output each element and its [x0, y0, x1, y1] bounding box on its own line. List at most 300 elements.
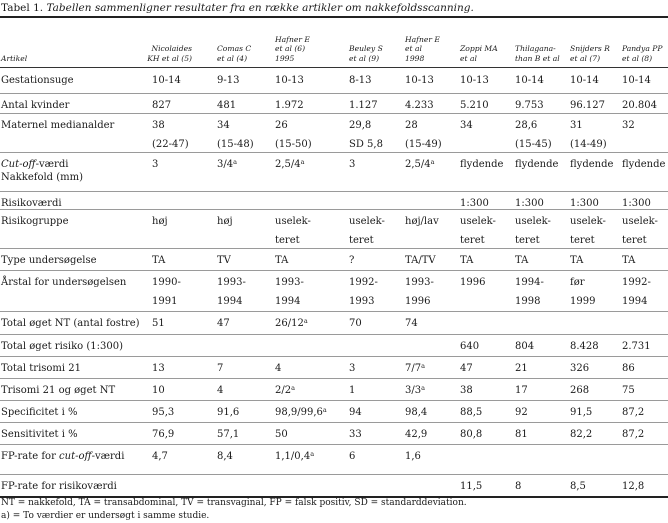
cell-line: 28,6	[515, 120, 538, 131]
cell-line: uselek-	[275, 216, 311, 227]
row-label-text: Årstal for undersøgelsen	[1, 277, 127, 288]
table-cell	[405, 215, 439, 228]
column-header	[1, 54, 27, 64]
footnote-abbreviations: NT = nakkefold, TA = transabdominal, TV = transvaginal, FP = falsk positiv, SD = standarddeviation.	[1, 498, 467, 508]
table-cell	[152, 215, 168, 228]
table-cell	[152, 158, 158, 171]
cell-line: 47	[460, 363, 473, 374]
cell-line: 1992-	[622, 277, 651, 288]
cell-line: 95,3	[152, 407, 175, 418]
cell-line: 1992-	[349, 277, 378, 288]
cell-line: 34	[460, 120, 473, 131]
table-cell: TA	[460, 255, 474, 266]
cell-line: før	[570, 277, 585, 288]
row-label-tail: -værdi	[91, 451, 125, 462]
column-header-line: Hafner E	[275, 34, 310, 44]
cell-value: 2/2	[275, 385, 292, 396]
table-cell: 8,5	[570, 481, 586, 492]
cell-line: 1993-	[405, 277, 434, 288]
table-cell: 76,9	[152, 429, 175, 440]
row-label	[1, 362, 81, 375]
cell-value: 7/7	[405, 363, 422, 374]
cell-line: 98,4	[405, 407, 428, 418]
table-cell	[275, 384, 295, 397]
column-header-line: et al (9)	[349, 53, 380, 63]
column-header	[622, 44, 663, 63]
column-header	[217, 44, 251, 63]
table-cell: 1:300	[515, 198, 544, 209]
row-label	[1, 119, 114, 132]
table-cell	[405, 384, 425, 397]
cell-line: 28	[405, 120, 418, 131]
table-cell: 1:300	[460, 198, 489, 209]
row-rule	[0, 400, 668, 401]
cell-value: 26/12	[275, 318, 304, 329]
table-cell	[275, 317, 308, 330]
cell-line: 29,8	[349, 120, 372, 131]
column-header-line: Nicolaides	[151, 44, 192, 53]
row-rule	[0, 248, 668, 249]
table-cell	[405, 406, 427, 419]
cell-value: 2,5/4	[275, 159, 301, 170]
table-cell: 20.804	[622, 100, 657, 111]
footnote-marker: a	[421, 384, 425, 392]
table-cell: 10-14	[515, 75, 544, 86]
table-cell: 10-13	[460, 75, 489, 86]
cell-line: teret	[349, 235, 374, 246]
table-cell	[217, 384, 223, 397]
table-cell	[152, 384, 165, 397]
cell-line: 75	[622, 385, 635, 396]
table-cell	[515, 215, 551, 247]
row-label-text: Total trisomi 21	[1, 363, 82, 374]
table-cell	[275, 158, 305, 171]
footnote-a: a) = To værdier er undersøgt i samme studie.	[1, 511, 210, 521]
cell-line: uselek-	[349, 216, 385, 227]
table-cell	[217, 450, 233, 463]
table-cell: 50	[275, 429, 288, 440]
row-label-text: Total øget NT (antal fostre)	[1, 318, 140, 329]
table-cell: TV	[217, 255, 231, 266]
table-cell: 12,8	[622, 481, 645, 492]
cell-line: 4	[275, 363, 282, 374]
table-cell: 9-13	[217, 75, 240, 86]
cell-line: 26	[275, 120, 288, 131]
table-cell	[349, 450, 355, 463]
table-cell: 8	[515, 481, 522, 492]
column-header-line: Pandya PP	[622, 44, 663, 53]
table-cell	[152, 276, 181, 308]
cell-line: flydende	[570, 159, 614, 170]
row-label	[1, 158, 83, 184]
footnote-marker: a	[310, 450, 315, 458]
cell-line: 51	[152, 318, 165, 329]
table-cell	[570, 362, 589, 375]
table-cell	[460, 406, 482, 419]
table-cell	[217, 119, 254, 151]
row-label-text: Maternel medianalder	[1, 120, 115, 131]
table-cell: 804	[515, 341, 535, 352]
table-cell	[349, 276, 378, 308]
cell-line: 326	[570, 363, 590, 374]
table-cell	[515, 406, 528, 419]
table-cell	[570, 158, 613, 171]
row-rule	[0, 311, 668, 312]
footnote-marker: a	[300, 158, 305, 166]
column-header-line: Beuley S	[349, 44, 383, 53]
cell-line: 91,6	[217, 407, 240, 418]
table-cell: 96.127	[570, 100, 605, 111]
table-cell: 9.753	[515, 100, 544, 111]
table-cell	[460, 276, 485, 289]
table-cell	[349, 158, 355, 171]
table-cell	[460, 362, 473, 375]
table-cell: 33	[349, 429, 362, 440]
cell-value: 3/3	[405, 385, 422, 396]
table-cell	[152, 406, 174, 419]
row-label-text: FP-rate for	[1, 451, 60, 462]
table-cell	[405, 317, 418, 330]
column-header-line: et al (7)	[570, 53, 601, 63]
row-label-line2: Nakkefold (mm)	[1, 172, 84, 183]
cell-line: 3	[349, 363, 356, 374]
table-cell: 10-14	[570, 75, 599, 86]
table-cell	[622, 362, 635, 375]
cell-line: (15-49)	[405, 139, 442, 150]
column-header	[275, 35, 310, 64]
table-cell: 10-14	[622, 75, 651, 86]
cell-line: 70	[349, 318, 362, 329]
cell-line: 1991	[152, 296, 178, 307]
cell-line: 268	[570, 385, 590, 396]
column-header	[349, 44, 383, 63]
table-cell	[460, 215, 496, 247]
table-cell: 81	[515, 429, 528, 440]
table-cell	[515, 276, 544, 308]
cell-line: 1993	[349, 296, 375, 307]
table-cell	[275, 119, 312, 151]
table-cell: 87,2	[622, 429, 645, 440]
table-cell	[349, 317, 362, 330]
cell-line: 13	[152, 363, 165, 374]
row-rule	[0, 474, 668, 475]
table-cell: 1.127	[349, 100, 378, 111]
row-rule	[0, 422, 668, 423]
column-header-line: et al	[460, 53, 477, 63]
row-label-text: Risikoværdi	[1, 198, 62, 209]
table-cell	[515, 119, 552, 151]
table-cell	[217, 158, 237, 171]
table-cell: 8-13	[349, 75, 372, 86]
table-cell: 82,2	[570, 429, 593, 440]
table-cell	[405, 450, 421, 463]
cell-line: 38	[152, 120, 165, 131]
table-cell: TA	[570, 255, 584, 266]
table-cell	[515, 384, 528, 397]
row-label	[1, 276, 126, 289]
column-header-line: et al (4)	[217, 53, 248, 63]
cell-line: flydende	[622, 159, 666, 170]
row-rule	[0, 93, 668, 94]
cell-line: 3	[152, 159, 159, 170]
table-cell	[570, 276, 595, 308]
cell-line: 1996	[460, 277, 486, 288]
footnote-marker: a	[303, 317, 308, 325]
cell-line: teret	[622, 235, 647, 246]
row-label	[1, 215, 68, 228]
row-rule	[0, 113, 668, 114]
caption-label: Tabel 1.	[1, 2, 44, 14]
table-cell	[515, 362, 528, 375]
table-cell	[275, 450, 314, 463]
table-cell: TA	[275, 255, 289, 266]
cell-line: flydende	[515, 159, 559, 170]
table-cell: 4.233	[405, 100, 434, 111]
column-header-line: 1995	[275, 53, 295, 63]
row-rule	[0, 378, 668, 379]
table-cell	[349, 119, 383, 151]
column-header-line: et al (8)	[622, 53, 653, 63]
cell-line: 10	[152, 385, 165, 396]
table-cell	[275, 406, 327, 419]
cell-line: 8,4	[217, 451, 233, 462]
row-label-text: Risikogruppe	[1, 216, 69, 227]
cell-line: teret	[460, 235, 485, 246]
cell-line: (22-47)	[152, 139, 189, 150]
table-cell: ?	[349, 255, 355, 266]
cell-line: 21	[515, 363, 528, 374]
cell-line: 1993-	[217, 277, 246, 288]
cell-value: 98,9/99,6	[275, 407, 323, 418]
row-label	[1, 384, 115, 397]
table-cell	[217, 215, 233, 228]
cell-line: 4,7	[152, 451, 168, 462]
table-cell	[152, 119, 189, 151]
footnote-marker: a	[421, 362, 425, 370]
header-rule	[0, 67, 668, 68]
table-cell	[152, 317, 165, 330]
cell-line: 87,2	[622, 407, 645, 418]
cell-line: høj	[217, 216, 233, 227]
cell-line: 1994	[275, 296, 301, 307]
cell-line: SD 5,8	[349, 139, 383, 150]
table-cell: 80,8	[460, 429, 483, 440]
row-label-text: Total øget risiko (1:300)	[1, 341, 123, 352]
cell-value: 1,1/0,4	[275, 451, 311, 462]
table-cell	[622, 215, 658, 247]
cell-line: (15-48)	[217, 139, 254, 150]
table-cell	[570, 215, 606, 247]
footnote-marker: a	[322, 406, 327, 414]
cell-line: 74	[405, 318, 418, 329]
cell-line: teret	[515, 235, 540, 246]
cell-line: 1994	[622, 296, 648, 307]
row-label	[1, 317, 140, 330]
cell-line: teret	[275, 235, 300, 246]
row-label-text: FP-rate for risikoværdi	[1, 481, 117, 492]
row-label	[1, 450, 124, 463]
table-cell	[152, 450, 168, 463]
row-label	[1, 99, 69, 112]
cell-line: 47	[217, 318, 230, 329]
cell-line: 1993-	[275, 277, 304, 288]
footnote-marker: a	[233, 158, 237, 166]
cell-line: uselek-	[515, 216, 551, 227]
cell-value: 2,5/4	[405, 159, 431, 170]
cell-line: 94	[349, 407, 362, 418]
table-cell	[405, 158, 435, 171]
table-cell: TA	[622, 255, 636, 266]
table-cell: 640	[460, 341, 480, 352]
table-cell: 2.731	[622, 341, 651, 352]
column-header	[570, 44, 610, 63]
cell-line: 32	[622, 120, 635, 131]
row-label-italic: Cut-off	[1, 159, 36, 170]
table-cell: 827	[152, 100, 172, 111]
table-cell: 10-13	[405, 75, 434, 86]
row-label	[1, 428, 78, 441]
table-cell: 42,9	[405, 429, 428, 440]
column-header-line: Snijders R	[570, 44, 610, 53]
row-label	[1, 340, 123, 353]
table-cell	[217, 276, 246, 308]
column-header-line: Comas C	[217, 44, 252, 53]
table-cell	[217, 317, 230, 330]
cell-line: 86	[622, 363, 635, 374]
cell-line: flydende	[460, 159, 504, 170]
column-header-line: KH et al (5)	[147, 53, 192, 63]
table-cell	[275, 362, 281, 375]
row-label-text: Antal kvinder	[1, 100, 70, 111]
table-cell	[622, 119, 635, 132]
row-label-text: Trisomi 21 og øget NT	[1, 385, 116, 396]
table-cell: TA	[515, 255, 529, 266]
table-cell	[405, 362, 425, 375]
cell-line: 38	[460, 385, 473, 396]
footnote-marker: a	[430, 158, 435, 166]
table-cell: TA	[152, 255, 166, 266]
cell-line: 1990-	[152, 277, 181, 288]
column-header	[515, 44, 560, 63]
column-header-line: than B et al	[515, 53, 560, 63]
cell-line: (15-45)	[515, 139, 552, 150]
table-cell	[570, 119, 607, 151]
cell-line: 91,5	[570, 407, 593, 418]
cell-line: 1999	[570, 296, 596, 307]
table-cell: 10-13	[275, 75, 304, 86]
cell-line: 1994	[217, 296, 243, 307]
table-cell	[349, 384, 355, 397]
cell-line: høj	[152, 216, 168, 227]
table-cell	[152, 362, 165, 375]
table-cell: TA/TV	[405, 255, 436, 266]
column-header-line: Artikel	[1, 53, 28, 63]
cell-line: 7	[217, 363, 224, 374]
column-header-line: 1998	[405, 53, 425, 63]
table-cell	[275, 276, 304, 308]
table-cell	[349, 215, 385, 247]
table-cell	[515, 158, 558, 171]
cell-line: 88,5	[460, 407, 483, 418]
table-cell: 1:300	[622, 198, 651, 209]
row-label	[1, 74, 74, 87]
table-cell	[622, 406, 644, 419]
cell-line: 4	[217, 385, 224, 396]
cell-line: uselek-	[460, 216, 496, 227]
table-cell	[622, 158, 665, 171]
table-cell: 10-14	[152, 75, 181, 86]
cell-line: 1	[349, 385, 356, 396]
table-cell	[349, 362, 355, 375]
row-rule	[0, 152, 668, 153]
cell-line: 1996	[405, 296, 431, 307]
cell-line: 6	[349, 451, 356, 462]
row-rule	[0, 334, 668, 335]
top-rule	[0, 16, 668, 18]
row-rule	[0, 444, 668, 445]
table-cell	[622, 276, 651, 308]
column-header	[142, 44, 192, 63]
row-label-text: Type undersøgelse	[1, 255, 97, 266]
row-rule	[0, 270, 668, 271]
table-cell	[460, 158, 503, 171]
table-cell: 57,1	[217, 429, 240, 440]
cell-line: 31	[570, 120, 583, 131]
table-cell	[460, 119, 473, 132]
cell-value: 3/4	[217, 159, 234, 170]
row-label-italic: cut-off	[59, 451, 92, 462]
column-header-line: et al	[405, 44, 422, 53]
cell-line: høj/lav	[405, 216, 439, 227]
column-header-line: Hafner E	[405, 34, 440, 44]
table-cell	[622, 384, 635, 397]
row-label-text: Gestationsuge	[1, 75, 74, 86]
row-label	[1, 254, 97, 267]
cell-line: 1998	[515, 296, 541, 307]
cell-line: 1994-	[515, 277, 544, 288]
row-rule	[0, 209, 668, 210]
table-cell	[460, 384, 473, 397]
cell-line: (15-50)	[275, 139, 312, 150]
column-header	[405, 35, 440, 64]
row-label	[1, 406, 77, 419]
row-label-text: Sensitivitet i %	[1, 429, 78, 440]
table-cell: 5.210	[460, 100, 489, 111]
table-cell	[349, 406, 362, 419]
column-header-line: Thilagana-	[515, 44, 556, 53]
table-cell	[570, 384, 589, 397]
table-cell: 8.428	[570, 341, 599, 352]
row-label-text: Specificitet i %	[1, 407, 78, 418]
table-cell: 1.972	[275, 100, 304, 111]
table-cell: 481	[217, 100, 237, 111]
footnote-marker: a	[291, 384, 295, 392]
table-cell: 1:300	[570, 198, 599, 209]
row-rule	[0, 356, 668, 357]
row-label-text: -værdi	[35, 159, 69, 170]
cell-line: 17	[515, 385, 528, 396]
table-cell	[570, 406, 592, 419]
table-cell	[217, 362, 223, 375]
table-cell	[275, 215, 311, 247]
cell-line: uselek-	[622, 216, 658, 227]
caption-text: Tabellen sammenligner resultater fra en række artikler om nakkefoldsscanning.	[46, 2, 474, 14]
cell-line: 34	[217, 120, 230, 131]
table-cell	[217, 406, 239, 419]
table-cell	[405, 276, 434, 308]
cell-line: 1,6	[405, 451, 421, 462]
cell-line: uselek-	[570, 216, 606, 227]
